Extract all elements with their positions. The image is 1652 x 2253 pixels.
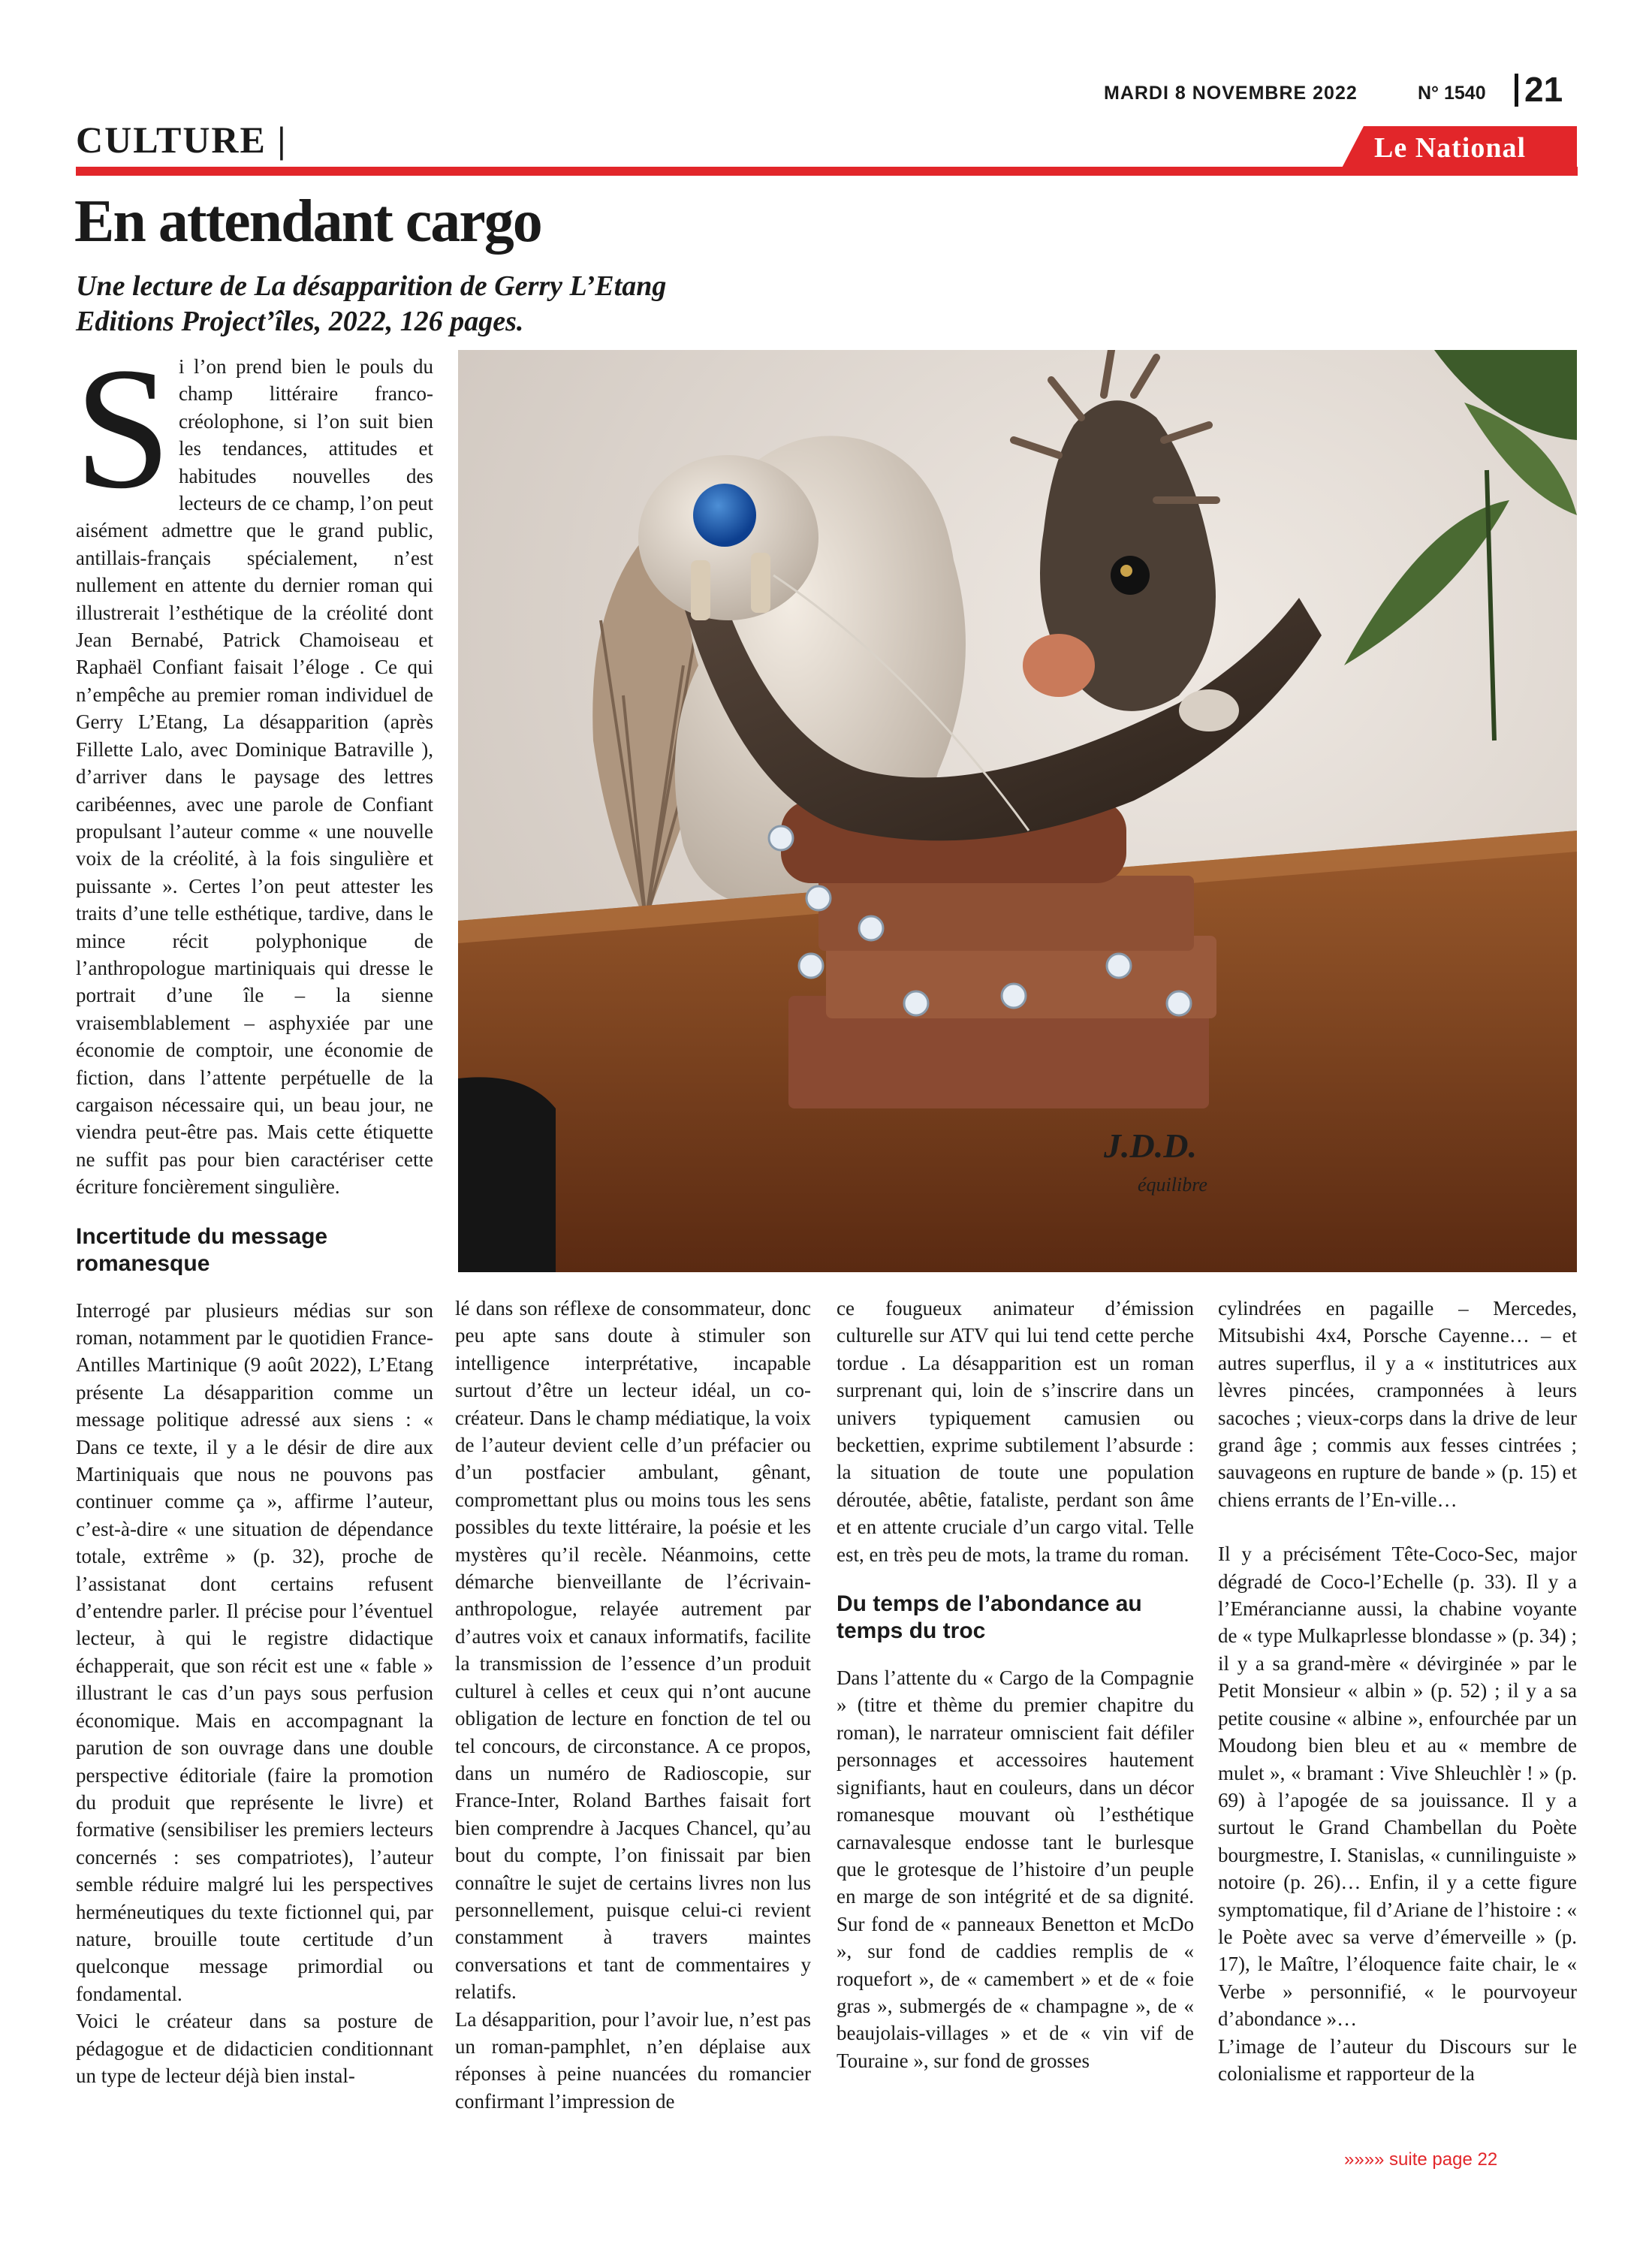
paragraph-4: lé dans son réflexe de consommateur, donc peu apte sans doute à stimuler son intelligence interprétative, incapable surtout d’être un lecteur idéal, un co-créateur. Dans le champ médiatique, la voix de l’auteur devient celle d’un préfacier ou d’un postfacier ambulant, gênant, compromettant plus ou moins tous les sens possibles du texte littéraire, la poésie et les mystères qu’il recèle. Néanmoins, cette démarche bienveillante de l’écrivain-anthropologue, relayée autrement par d’autres voix et canaux informatifs, facilite la transmission de l’essence d’un produit culturel à celles et ceux qui n’ont aucune obligation de lecture en fonction de tel ou tel concours, de circonstance. A ce propos, dans un numéro de Radioscopie, sur France-Inter, Roland Barthes faisait fort bien comprendre à Jacques Chancel, qu’au bout du compte, l’on finissait par bien connaître le sujet de certains livres non lus personnellement, puisque celui-ci revient constamment à travers maintes conversations et tant de commentaires y relatifs. bbox=[455, 1297, 811, 2004]
masthead-divider bbox=[1515, 74, 1518, 107]
signature-caption: équilibre bbox=[1138, 1174, 1207, 1196]
deck-line-1: Une lecture de La désapparition de Gerry L’Etang bbox=[76, 270, 667, 302]
issue-number: N° 1540 bbox=[1418, 83, 1486, 104]
deck-line-2: Editions Project’îles, 2022, 126 pages. bbox=[76, 306, 524, 337]
dark-bowl bbox=[458, 1077, 556, 1272]
article-photo bbox=[458, 350, 1577, 1272]
column-1 bbox=[74, 332, 433, 2170]
sculpture-illustration bbox=[458, 350, 1577, 1272]
column-2 bbox=[455, 1295, 811, 2136]
masthead bbox=[1104, 69, 1592, 110]
subheading-1: Incertitude du message romanesque bbox=[76, 1223, 328, 1276]
paragraph-5: La désapparition, pour l’avoir lue, n’est pas un roman-pamphlet, n’en déplaise aux réponses à peine nuancées du romancier confirmant l’impression de bbox=[455, 2007, 811, 2113]
paragraph-10: L’image de l’auteur du Discours sur le colonialisme et rapporteur de la bbox=[1218, 2034, 1577, 2085]
page-number: 21 bbox=[1524, 70, 1563, 109]
paragraph-3: Voici le créateur dans sa posture de pédagogue et de didacticien conditionnant un type de lecteur déjà bien instal- bbox=[76, 2010, 433, 2087]
paragraph-9: Il y a précisément Tête-Coco-Sec, major dégradé de Coco-l’Echelle (p. 33). Il y a l’Emérancianne aussi, la chabine voyante de « type Mulkaprlesse blondasse » (p. 34) ; il y a sa grand-mère « dévirginée » par le Petit Monsieur « albin » (p. 52) ; il y a sa petite cousine « albine », enfourchée par un Moudong bien bleu et au « membre de mulet », « bramant : Vive Shleuchlèr ! » (p. 69) à l’apogée de sa jouissance. Il y a surtout le Grand Chambellan du Poète bourgmestre, I. Stanislas, « cunnilinguiste » notoire (p. 26)… Enfin, il y a cette figure symptomatique, fil d’Ariane de l’histoire : « le Poète avec sa verve d’émerveille » (p. 17), le Maître, l’éloquence faite chair, le « Verbe » personnifié, « le pourvoyeur d’abondance »… bbox=[1218, 1543, 1577, 2031]
article-title: En attendant cargo bbox=[74, 189, 541, 255]
drop-cap: S bbox=[74, 332, 172, 525]
continued-link[interactable]: »»»» suite page 22 bbox=[1344, 2149, 1498, 2170]
column-4 bbox=[1218, 1295, 1577, 2136]
section-rule bbox=[76, 167, 1578, 176]
column-3 bbox=[837, 1295, 1194, 2136]
paragraph-7: Dans l’attente du « Cargo de la Compagnie » (titre et thème du premier chapitre du roman), le narrateur omniscient fait défiler personnages et accessoires hautement signifiants, haut en couleurs, dans un décor romanesque mouvant où l’esthétique carnavalesque endosse tant le burlesque que le grotesque de l’histoire d’un peuple en marge de son intégrité et de sa dignité. Sur fond de « panneaux Benetton et McDo », sur fond de caddies remplis de « roquefort », de « camembert » et de « foie gras », submergés de « champagne », de « beaujolais-villages » et de « vin vif de Touraine », sur fond de grosses bbox=[837, 1666, 1194, 2072]
paragraph-8: cylindrées en pagaille – Mercedes, Mitsubishi 4x4, Porsche Cayenne… – et autres superflus, il y a « institutrices aux lèvres pincées, cramponnées à leurs sacoches ; vieux-corps dans la drive de leur grand âge ; commis aux fesses cintrées ; sauvageons en rupture de bande » (p. 15) et chiens errants de l’En-ville… bbox=[1218, 1297, 1577, 1511]
section-label: CULTURE | bbox=[76, 119, 288, 161]
brand-name: Le National bbox=[1374, 132, 1527, 164]
signature-initials: J.D.D. bbox=[1104, 1126, 1197, 1165]
stone-head bbox=[638, 455, 818, 620]
issue-date: MARDI 8 NOVEMBRE 2022 bbox=[1104, 83, 1358, 104]
paragraph-6: ce fougueux animateur d’émission culturelle sur ATV qui lui tend cette perche tordue . La désapparition est un roman surprenant qui, loin de s’inscrire dans un univers typiquement camusien ou beckettien, exprime subtilement l’absurde : la situation de toute une population déroutée, abêtie, fataliste, perdant son âme et en attente cruciale d’un cargo vital. Telle est, en très peu de mots, la trame du roman. bbox=[837, 1297, 1194, 1566]
paragraph-intro: i l’on prend bien le pouls du champ littéraire franco-créolophone, si l’on suit bien les tendances, attitudes et habitudes nouvelles des lecteurs de ce champ, l’on peut aisément admettre que le grand public, antillais-français spécialement, n’est nullement en attente du dernier roman qui illustrerait l’esthétique de la créolité dont Jean Bernabé, Patrick Chamoiseau et Raphaël Confiant faisait l’éloge . Ce qui n’empêche au premier roman individuel de Gerry L’Etang, La désapparition (après Fillette Lalo, avec Dominique Batraville ), d’arriver dans le paysage des lettres caribéennes, avec une parole de Confiant propulsant l’auteur comme « une nouvelle voix de la créolité, à la fois singulière et puissante ». Certes l’on peut attester les traits d’une telle esthétique, tardive, dans le mince récit polyphonique de l’anthropologue martiniquais qui dresse le portrait d’une île – la sienne vraisemblablement – asphyxiée par une économie de comptoir, une économie de fiction, dans l’attente perpétuelle de la cargaison nécessaire qui, un beau jour, ne viendra peut-être pas. Mais cette étiquette ne suffit pas pour bien caractériser cette écriture foncièrement singulière. bbox=[76, 355, 433, 1199]
subheading-2: Du temps de l’abondance au temps du troc bbox=[837, 1591, 1142, 1644]
paragraph-gap bbox=[1218, 1513, 1577, 1540]
article-deck bbox=[76, 269, 666, 339]
paragraph-2: Interrogé par plusieurs médias sur son roman, notamment par le quotidien France-Antilles Martinique (9 août 2022), L’Etang présente La désapparition comme un message politique adressé aux siens : « Dans ce texte, il y a le désir de dire aux Martiniquais que nous ne pouvons pas continuer comme ça », affirme l’auteur, c’est-à-dire « une situation de dépendance totale, extrême » (p. 32), proche de l’assistanat dont certains refusent d’entendre parler. Il précise pour l’éventuel lecteur, à qui le registre didactique échapperait, que son récit est une « fable » illustrant le cas d’un pays sous perfusion économique. Mais en accompagnant la parution de son ouvrage dans une double perspective éditoriale (faire la promotion du produit que représente le livre) et formative (sensibiliser les premiers lecteurs concernés : ses compatriotes), l’auteur semble réduire malgré lui les perspectives herméneutiques du texte fictionnel qui, par nature, brouille toute certitude d’un quelconque message primordial ou fondamental. bbox=[76, 1298, 433, 2005]
